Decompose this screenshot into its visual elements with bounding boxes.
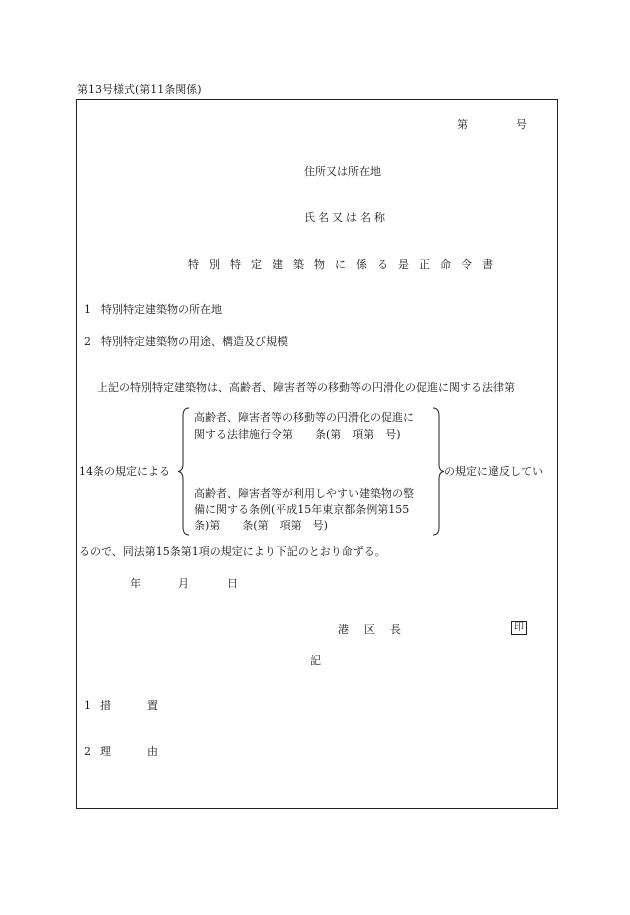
right-brace bbox=[432, 408, 442, 535]
option-1-line-1: 高齢者、障害者等の移動等の円滑化の促進に bbox=[194, 411, 414, 424]
date-year: 年 bbox=[130, 577, 141, 590]
measure-1-number: 1 bbox=[84, 699, 91, 712]
option-2-line-2: 備に関する条例(平成15年東京都条例第155 bbox=[194, 503, 410, 516]
date-month: 月 bbox=[178, 577, 189, 590]
number-dai: 第 bbox=[457, 118, 468, 131]
seal-text: 印 bbox=[511, 621, 527, 635]
issuer: 港区長 bbox=[338, 623, 416, 636]
body-line-1: 上記の特別特定建築物は、高齢者、障害者等の移動等の円滑化の促進に関する法律第 bbox=[97, 381, 515, 394]
measure-1-text: 措置 bbox=[100, 699, 194, 712]
option-2-line-3: 条)第 条(第 項第 号) bbox=[194, 519, 328, 532]
measure-2-number: 2 bbox=[84, 745, 91, 758]
name-label: 氏名又は名称 bbox=[304, 211, 388, 224]
address-label: 住所又は所在地 bbox=[304, 165, 381, 178]
body-line-end: るので、同法第15条第1項の規定により下記のとおり命ずる。 bbox=[79, 545, 386, 558]
ki-heading: 記 bbox=[310, 654, 321, 667]
body-left-text: 14条の規定による bbox=[79, 465, 170, 478]
item-2-number: 2 bbox=[84, 335, 91, 348]
item-2-text: 特別特定建築物の用途、構造及び規模 bbox=[101, 335, 288, 348]
number-go: 号 bbox=[516, 118, 527, 131]
body-right-text: の規定に違反してい bbox=[444, 465, 543, 478]
left-brace bbox=[180, 408, 190, 535]
item-1-number: 1 bbox=[84, 303, 91, 316]
date-day: 日 bbox=[227, 577, 238, 590]
option-1-line-2: 関する法律施行令第 条(第 項第 号) bbox=[194, 428, 401, 441]
measure-2-text: 理由 bbox=[100, 745, 194, 758]
item-1-text: 特別特定建築物の所在地 bbox=[101, 303, 222, 316]
document-title: 特別特定建築物に係る是正命令書 bbox=[188, 258, 503, 271]
option-2-line-1: 高齢者、障害者等が利用しやすい建築物の整 bbox=[194, 487, 414, 500]
seal-mark bbox=[511, 621, 527, 635]
form-label: 第13号様式(第11条関係) bbox=[77, 83, 202, 96]
